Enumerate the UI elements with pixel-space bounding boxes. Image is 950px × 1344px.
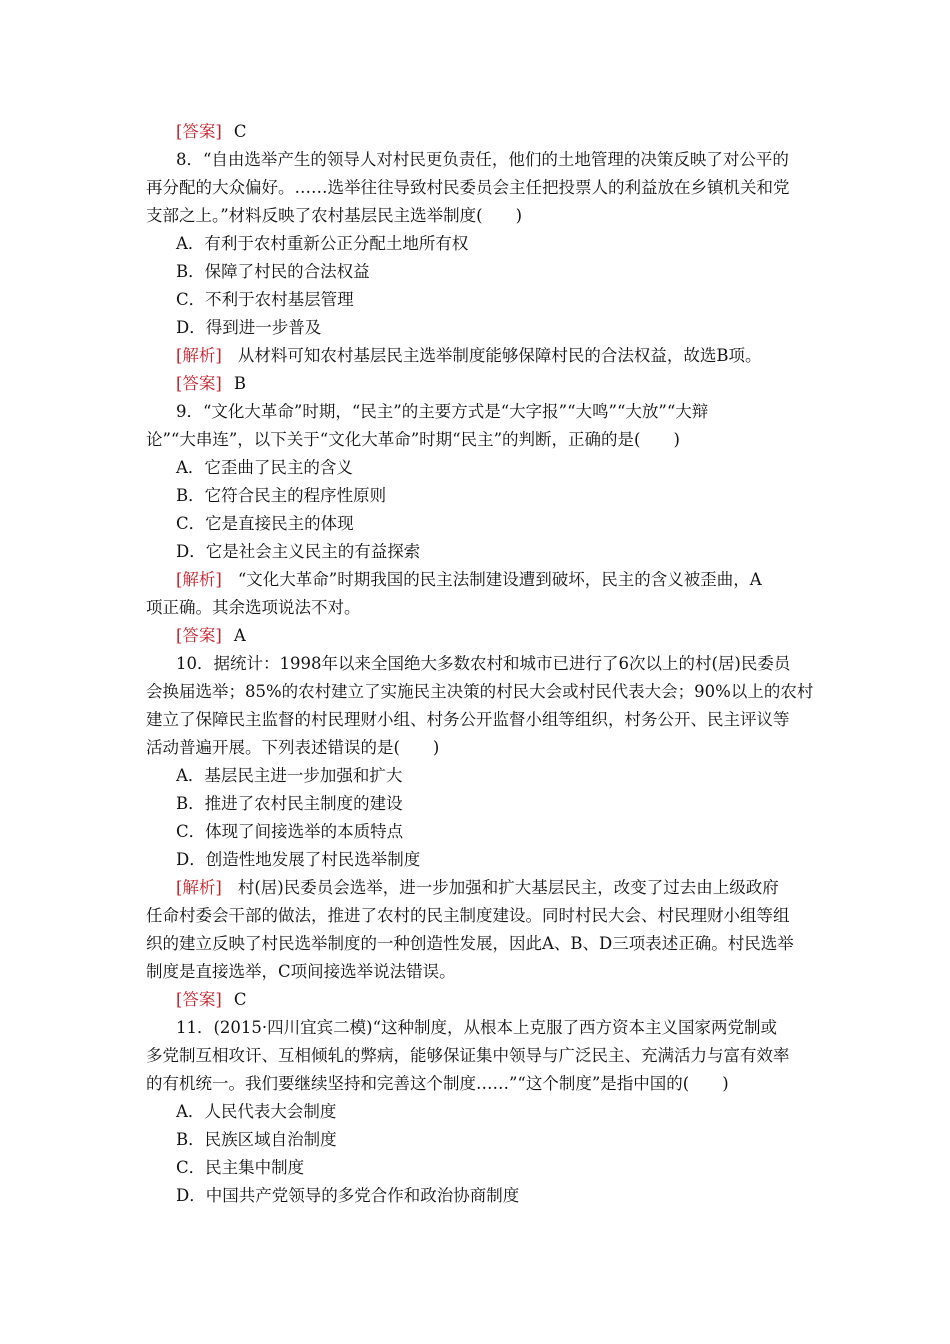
analysis-text-line: 织的建立反映了村民选举制度的一种创造性发展，因此A、B、D三项表述正确。村民选举 xyxy=(146,934,794,953)
analysis-line xyxy=(176,344,762,368)
question-9-stem-line: 论”“大串连”，以下关于“文化大革命”时期“民主”的判断，正确的是( ) xyxy=(146,430,680,449)
analysis-text: “文化大革命”时期我国的民主法制建设遭到破坏，民主的含义被歪曲，A xyxy=(237,570,762,589)
question-11-stem-line: 的有机统一。我们要继续坚持和完善这个制度……”“这个制度”是指中国的( ) xyxy=(146,1074,729,1093)
question-10-stem-line: 10．据统计：1998年以来全国绝大多数农村和城市已进行了6次以上的村(居)民委员 xyxy=(176,654,791,673)
analysis-text: 村(居)民委员会选举，进一步加强和扩大基层民主，改变了过去由上级政府 xyxy=(237,878,779,897)
answer-line xyxy=(176,624,246,648)
question-10-stem-line: 会换届选举；85%的农村建立了实施民主决策的村民大会或村民代表大会；90%以上的农村 xyxy=(146,682,814,701)
question-8-option-d: D．得到进一步普及 xyxy=(176,318,322,337)
question-8-option-b: B．保障了村民的合法权益 xyxy=(176,262,370,281)
analysis-line xyxy=(176,568,762,592)
question-11-stem-line: 11．(2015·四川宜宾二模)“这种制度，从根本上克服了西方资本主义国家两党制或 xyxy=(176,1018,778,1037)
answer-value: B xyxy=(233,374,247,393)
question-10-option-a: A．基层民主进一步加强和扩大 xyxy=(176,766,403,785)
question-9-option-a: A．它歪曲了民主的含义 xyxy=(176,458,353,477)
question-10-stem-line: 活动普遍开展。下列表述错误的是( ) xyxy=(146,738,440,757)
answer-tag: [答案] xyxy=(176,374,222,393)
analysis-tag: [解析] xyxy=(176,346,222,365)
question-8-option-c: C．不利于农村基层管理 xyxy=(176,290,354,309)
answer-value: C xyxy=(233,990,247,1009)
question-11-option-a: A．人民代表大会制度 xyxy=(176,1102,337,1121)
analysis-tag: [解析] xyxy=(176,878,222,897)
question-10-stem-line: 建立了保障民主监督的村民理财小组、村务公开监督小组等组织，村务公开、民主评议等 xyxy=(146,710,790,729)
question-10-option-c: C．体现了间接选举的本质特点 xyxy=(176,822,404,841)
analysis-text: 从材料可知农村基层民主选举制度能够保障村民的合法权益，故选B项。 xyxy=(237,346,762,365)
answer-line xyxy=(176,988,247,1012)
question-11-option-c: C．民主集中制度 xyxy=(176,1158,305,1177)
analysis-tag: [解析] xyxy=(176,570,222,589)
answer-line xyxy=(176,372,246,396)
question-9-option-c: C．它是直接民主的体现 xyxy=(176,514,354,533)
answer-value: C xyxy=(233,122,247,141)
question-8-option-a: A．有利于农村重新公正分配土地所有权 xyxy=(176,234,469,253)
analysis-text-line: 项正确。其余选项说法不对。 xyxy=(146,598,361,617)
analysis-line xyxy=(176,876,779,900)
answer-tag: [答案] xyxy=(176,122,222,141)
question-9-option-d: D．它是社会主义民主的有益探索 xyxy=(176,542,421,561)
question-11-stem-line: 多党制互相攻讦、互相倾轧的弊病，能够保证集中领导与广泛民主、充满活力与富有效率 xyxy=(146,1046,790,1065)
question-9-stem-line: 9．“文化大革命”时期，“民主”的主要方式是“大字报”“大鸣”“大放”“大辩 xyxy=(176,402,709,421)
question-10-option-d: D．创造性地发展了村民选举制度 xyxy=(176,850,421,869)
analysis-text-line: 制度是直接选举，C项间接选举说法错误。 xyxy=(146,962,456,981)
answer-tag: [答案] xyxy=(176,626,222,645)
question-8-stem-line: 8．“自由选举产生的领导人对村民更负责任，他们的土地管理的决策反映了对公平的 xyxy=(176,150,789,169)
question-8-stem-line: 支部之上。”材料反映了农村基层民主选举制度( ) xyxy=(146,206,523,225)
question-8-stem-line: 再分配的大众偏好。……选举往往导致村民委员会主任把投票人的利益放在乡镇机关和党 xyxy=(146,178,790,197)
question-9-option-b: B．它符合民主的程序性原则 xyxy=(176,486,387,505)
question-11-option-b: B．民族区域自治制度 xyxy=(176,1130,337,1149)
answer-value: A xyxy=(233,626,246,645)
answer-line xyxy=(176,120,247,144)
question-11-option-d: D．中国共产党领导的多党合作和政治协商制度 xyxy=(176,1186,520,1205)
analysis-text-line: 任命村委会干部的做法，推进了农村的民主制度建设。同时村民大会、村民理财小组等组 xyxy=(146,906,790,925)
question-10-option-b: B．推进了农村民主制度的建设 xyxy=(176,794,403,813)
answer-tag: [答案] xyxy=(176,990,222,1009)
